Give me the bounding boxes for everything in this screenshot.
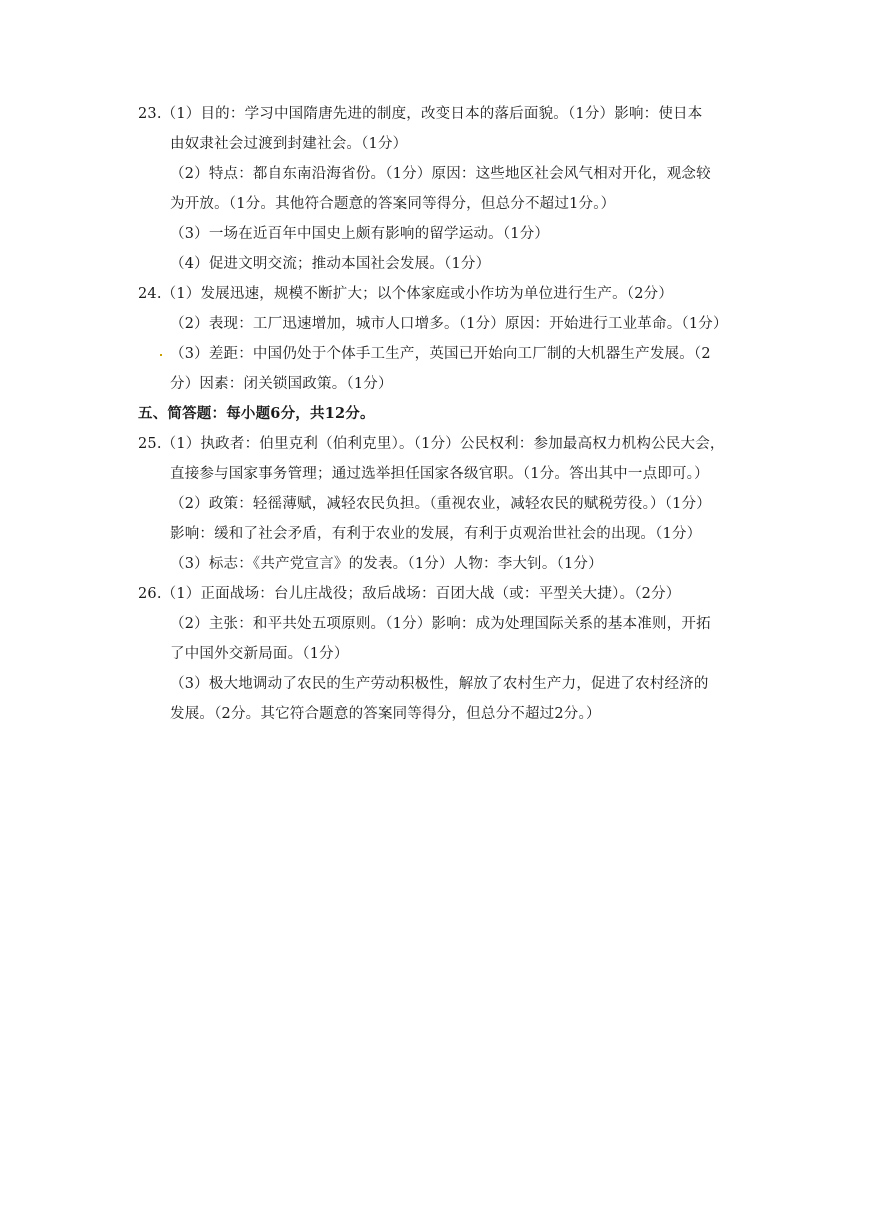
q24-line-2: （2）表现：工厂迅速增加，城市人口增多。（1分）原因：开始进行工业革命。（1分） [170,316,728,332]
q26-line-5: 发展。（2分。其它符合题意的答案同等得分，但总分不超过2分。） [170,706,601,722]
q24-line-1: 24.（1）发展迅速，规模不断扩大；以个体家庭或小作坊为单位进行生产。（2分） [138,286,674,302]
q24-line-3: （3）差距：中国仍处于个体手工生产，英国已开始向工厂制的大机器生产发展。（2 [170,346,711,362]
q23-line-2: 由奴隶社会过渡到封建社会。（1分） [170,136,408,152]
q25-line-4: 影响：缓和了社会矛盾，有利于农业的发展，有利于贞观治世社会的出现。（1分） [170,526,702,542]
q23-line-3: （2）特点：都自东南沿海省份。（1分）原因：这些地区社会风气相对开化，观念较 [170,166,711,182]
q26-line-2: （2）主张：和平共处五项原则。（1分）影响：成为处理国际关系的基本准则，开拓 [170,616,711,632]
q26-line-3: 了中国外交新局面。（1分） [170,646,349,662]
q25-line-5: （3）标志：《共产党宣言》的发表。（1分）人物：李大钊。（1分） [170,556,603,572]
section-5-heading: 五、简答题：每小题6分，共12分。 [138,405,375,422]
q23-line-1: 23.（1）目的：学习中国隋唐先进的制度，改变日本的落后面貌。（1分）影响：使日本 [138,106,703,122]
q23-line-6: （4）促进文明交流；推动本国社会发展。（1分） [170,256,491,272]
q25-line-3: （2）政策：轻徭薄赋，减轻农民负担。（重视农业，减轻农民的赋税劳役。）（1分） [170,496,711,512]
stray-mark [160,354,162,356]
q25-line-2: 直接参与国家事务管理；通过选举担任国家各级官职。（1分。答出其中一点即可。） [170,466,709,482]
q23-line-5: （3）一场在近百年中国史上颇有影响的留学运动。（1分） [170,226,550,242]
q24-line-4: 分）因素：闭关锁国政策。（1分） [170,376,393,392]
q25-line-1: 25.（1）执政者：伯里克利（伯利克里）。（1分）公民权利：参加最高权力机构公民大会， [138,436,725,452]
q23-line-4: 为开放。（1分。其他符合题意的答案同等得分，但总分不超过1分。） [170,196,616,212]
q26-line-1: 26.（1）正面战场：台儿庄战役；敌后战场：百团大战（或：平型关大捷）。（2分） [138,586,681,602]
q26-line-4: （3）极大地调动了农民的生产劳动积极性，解放了农村生产力，促进了农村经济的 [170,676,709,692]
